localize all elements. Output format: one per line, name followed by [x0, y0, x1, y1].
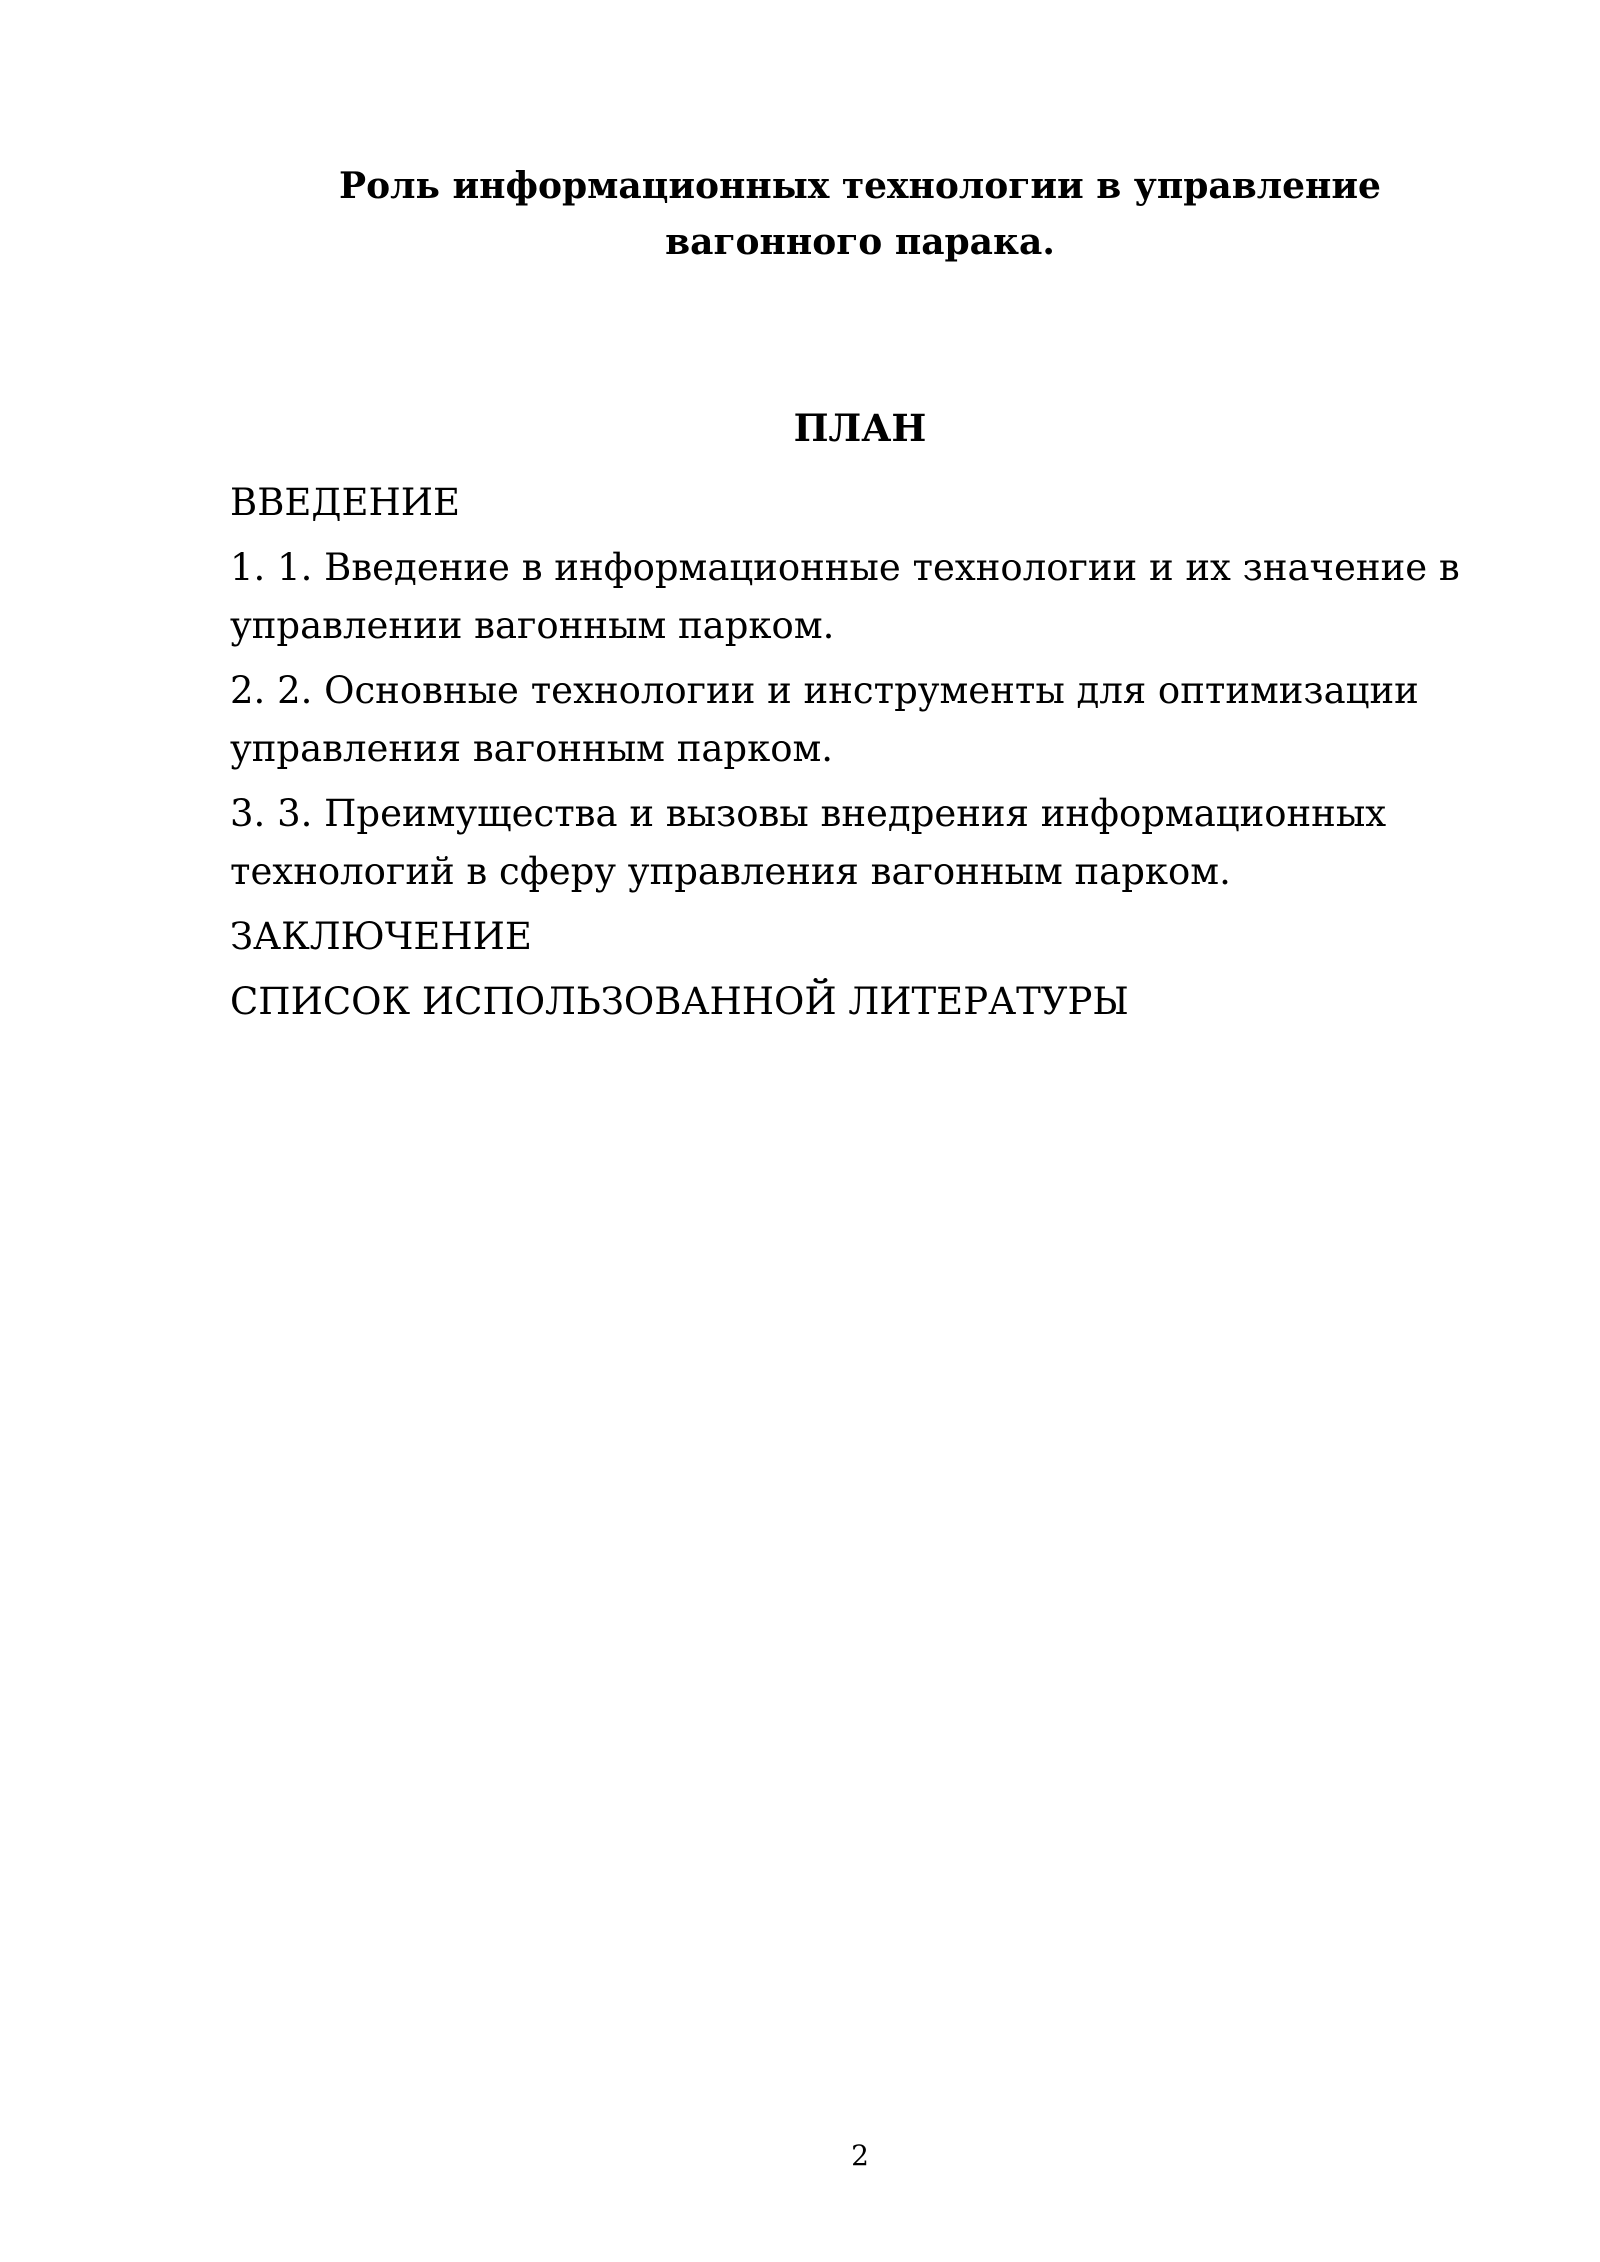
document-title: Роль информационных технологии в управление вагонного парака.: [339, 165, 1381, 263]
plan-item-chapter-1: 1. 1. Введение в информационные технологии и их значение в управлении вагонным парком.: [230, 546, 1460, 647]
plan-item-conclusion: ЗАКЛЮЧЕНИЕ: [230, 915, 532, 958]
plan-item-chapter-2: 2. 2. Основные технологии и инструменты для оптимизации управления вагонным парком.: [230, 669, 1419, 770]
plan-heading: ПЛАН: [793, 406, 927, 450]
plan-item-chapter-3: 3. 3. Преимущества и вызовы внедрения информационных технологий в сферу управления вагонным парком.: [230, 792, 1387, 893]
plan-item-bibliography: СПИСОК ИСПОЛЬЗОВАННОЙ ЛИТЕРАТУРЫ: [230, 980, 1129, 1023]
plan-list: [230, 474, 1530, 1038]
plan-item-introduction: ВВЕДЕНИЕ: [230, 481, 461, 524]
page-number: 2: [851, 2139, 869, 2172]
